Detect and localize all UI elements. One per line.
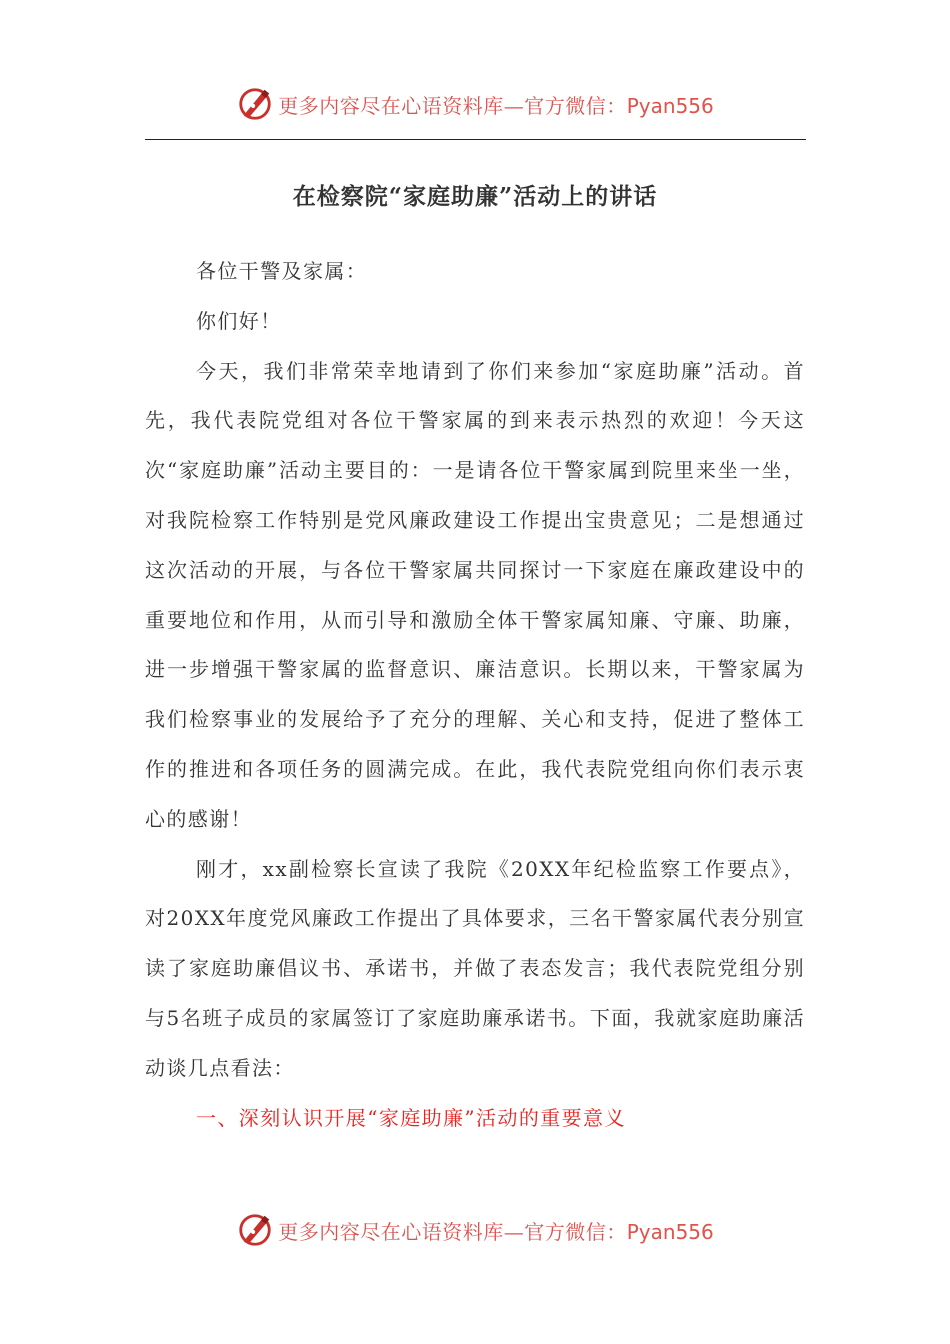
header-banner-text: 更多内容尽在心语资料库—官方微信：Pyan556 [278, 93, 714, 118]
greeting-line: 各位干警及家属： [196, 259, 368, 283]
pen-circle-icon [236, 85, 274, 123]
header-banner [0, 82, 950, 126]
document-body [145, 247, 805, 1143]
paragraph-2: 刚才，xx副检察长宣读了我院《20XX年纪检监察工作要点》，对20XX年度党风廉政工作提出了具体要求，三名干警家属代表分别宣读了家庭助廉倡议书、承诺书，并做了表态发言；我代表院党组分别与5名班子成员的家属签订了家庭助廉承诺书。下面，我就家庭助廉活动谈几点看法： [145, 856, 805, 1080]
hello-line: 你们好！ [196, 308, 282, 333]
document-title: 在检察院“家庭助廉”活动上的讲话 [292, 183, 658, 210]
header-wechat-handle: Pyan556 [626, 93, 714, 118]
footer-wechat-handle: Pyan556 [626, 1219, 714, 1244]
header-divider [145, 139, 806, 140]
footer-banner [0, 1208, 950, 1252]
paragraph-1: 今天，我们非常荣幸地请到了你们来参加“家庭助廉”活动。首先，我代表院党组对各位干警家属的到来表示热烈的欢迎！今天这次“家庭助廉”活动主要目的：一是请各位干警家属到院里来坐一坐，对我院检察工作特别是党风廉政建设工作提出宝贵意见；二是想通过这次活动的开展，与各位干警家属共同探讨一下家庭在廉政建设中的重要地位和作用，从而引导和激励全体干警家属知廉、守廉、助廉，进一步增强干警家属的监督意识、廉洁意识。长期以来，干警家属为我们检察事业的发展给予了充分的理解、关心和支持，促进了整体工作的推进和各项任务的圆满完成。在此，我代表院党组向你们表示衷心的感谢！ [145, 358, 805, 831]
pen-circle-icon [236, 1211, 274, 1249]
footer-banner-text: 更多内容尽在心语资料库—官方微信：Pyan556 [278, 1219, 714, 1244]
section-heading-1: 一、深刻认识开展“家庭助廉”活动的重要意义 [196, 1105, 626, 1130]
